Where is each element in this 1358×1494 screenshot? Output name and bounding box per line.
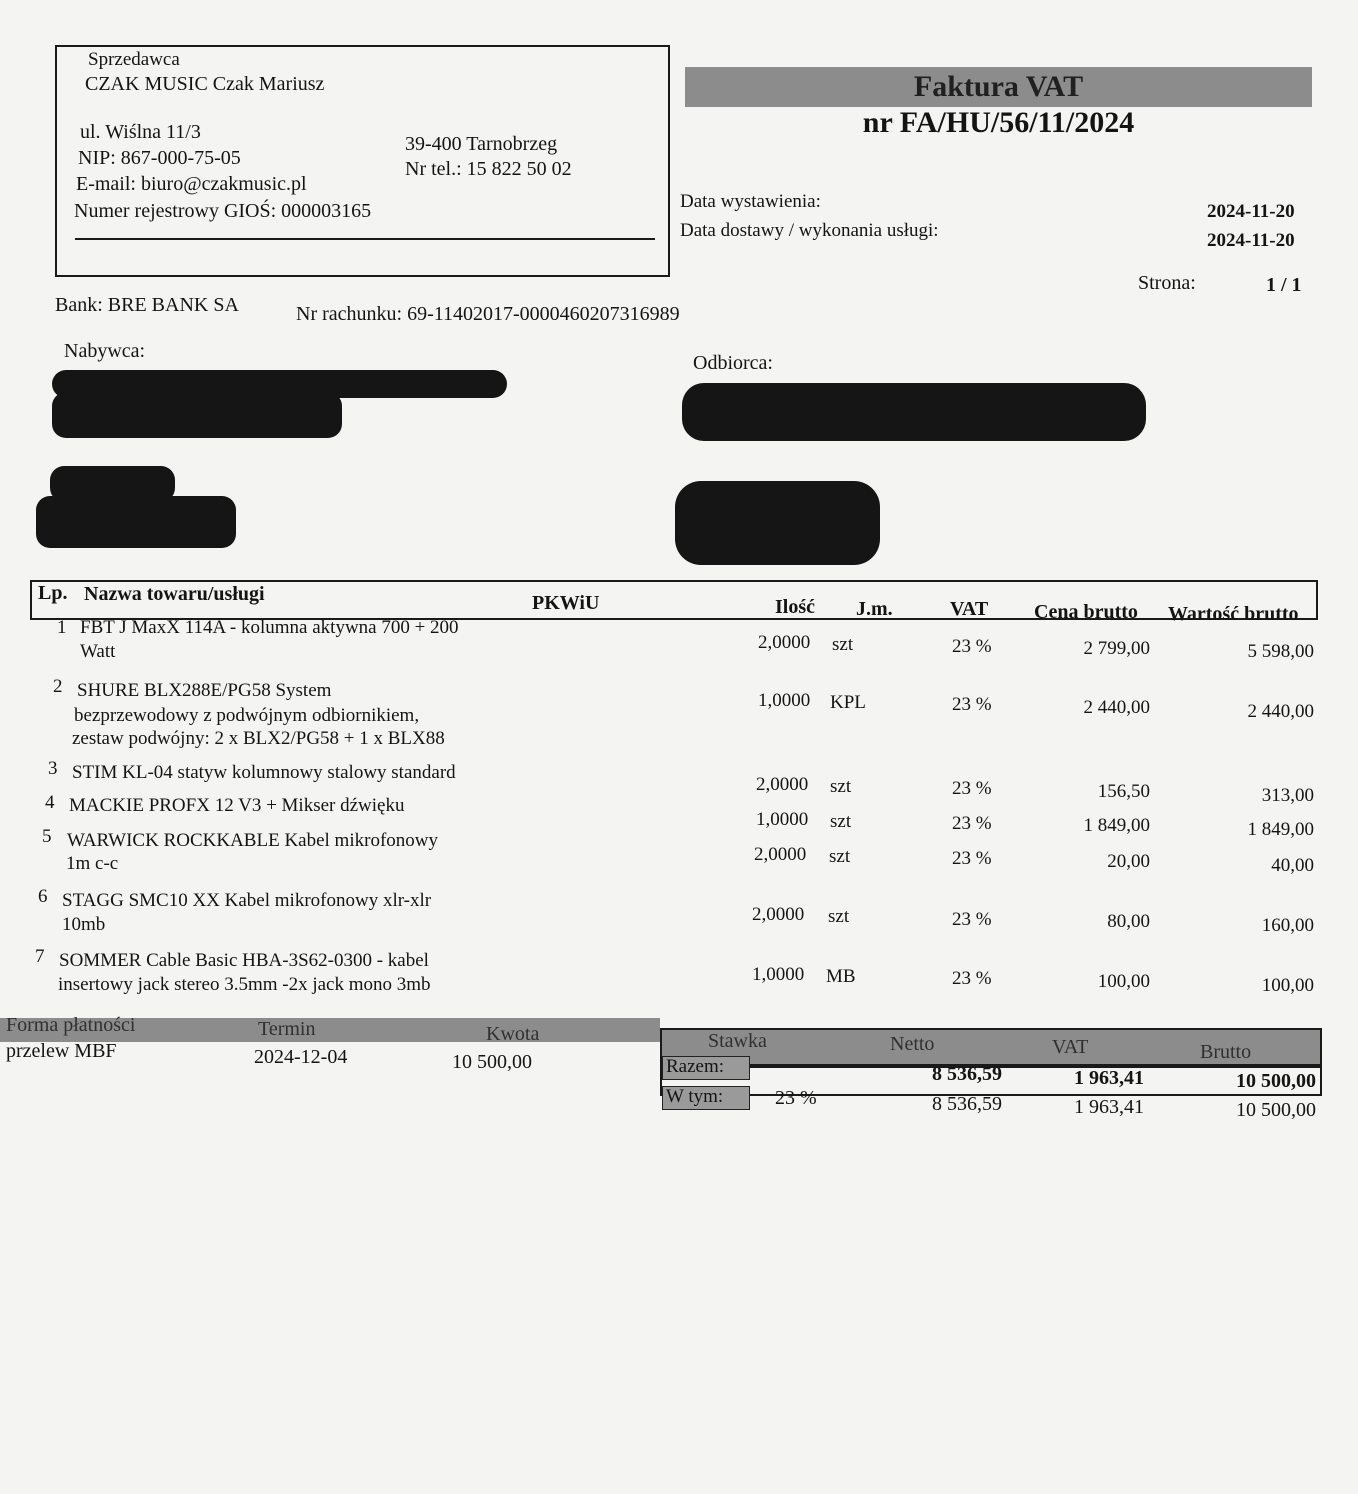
item-unit: KPL — [830, 692, 866, 713]
item-lp: 7 — [35, 946, 45, 967]
item-qty: 2,0000 — [758, 632, 811, 653]
item-price: 80,00 — [1107, 911, 1150, 932]
summary-total-gross: 10 500,00 — [1236, 1070, 1316, 1092]
item-qty: 1,0000 — [752, 964, 805, 985]
item-name-line1: MACKIE PROFX 12 V3 + Mikser dźwięku — [69, 795, 405, 816]
item-name-line2: insertowy jack stereo 3.5mm -2x jack mono 3mb — [58, 974, 431, 995]
item-value: 40,00 — [1271, 855, 1314, 876]
redaction — [675, 481, 880, 565]
page-label: Strona: — [1138, 272, 1196, 294]
item-name-line1: SOMMER Cable Basic HBA-3S62-0300 - kabel — [59, 950, 429, 971]
item-name-line2: Watt — [80, 641, 116, 662]
item-name-line1: SHURE BLX288E/PG58 System — [77, 680, 332, 701]
item-name-line1: WARWICK ROCKKABLE Kabel mikrofonowy — [67, 830, 438, 851]
item-price: 2 799,00 — [1083, 638, 1150, 659]
item-lp: 2 — [53, 676, 63, 697]
item-name-line2: 10mb — [62, 914, 106, 935]
col-pkwiu: PKWiU — [532, 592, 600, 614]
seller-nip: NIP: 867-000-75-05 — [78, 147, 241, 169]
buyer-label: Nabywca: — [64, 340, 146, 362]
col-unit: J.m. — [856, 598, 893, 620]
bank-name: Bank: BRE BANK SA — [55, 294, 239, 316]
item-vat: 23 % — [952, 778, 992, 799]
item-price: 156,50 — [1097, 781, 1150, 802]
summary-incl-vat: 1 963,41 — [1074, 1096, 1144, 1118]
item-lp: 5 — [42, 826, 52, 847]
seller-divider — [75, 238, 655, 240]
item-lp: 1 — [57, 617, 67, 638]
item-name-line1: STAGG SMC10 XX Kabel mikrofonowy xlr-xlr — [62, 890, 432, 911]
seller-city: 39-400 Tarnobrzeg — [405, 133, 558, 155]
item-value: 100,00 — [1261, 975, 1314, 996]
recipient-label: Odbiorca: — [693, 352, 773, 374]
redaction — [682, 383, 1146, 441]
item-vat: 23 % — [952, 694, 992, 715]
item-price: 1 849,00 — [1083, 815, 1150, 836]
page-value: 1 / 1 — [1266, 274, 1302, 296]
item-unit: MB — [826, 966, 856, 987]
item-qty: 1,0000 — [756, 809, 809, 830]
item-vat: 23 % — [952, 968, 992, 989]
summary-incl-label: W tym: — [666, 1086, 724, 1107]
item-vat: 23 % — [952, 636, 992, 657]
issue-date-label: Data wystawienia: — [680, 191, 821, 212]
item-name-line2: bezprzewodowy z podwójnym odbiornikiem, — [74, 705, 420, 726]
item-unit: szt — [830, 811, 852, 832]
item-value: 5 598,00 — [1247, 641, 1314, 662]
item-lp: 3 — [48, 758, 58, 779]
item-value: 1 849,00 — [1247, 819, 1314, 840]
item-qty: 2,0000 — [752, 904, 805, 925]
item-value: 160,00 — [1261, 915, 1314, 936]
summary-incl-net: 8 536,59 — [932, 1093, 1002, 1115]
delivery-date: 2024-11-20 — [1207, 230, 1295, 251]
summary-total-vat: 1 963,41 — [1074, 1067, 1144, 1089]
item-qty: 2,0000 — [756, 774, 809, 795]
bank-account: Nr rachunku: 69-11402017-0000460207316989 — [296, 303, 680, 325]
seller-label: Sprzedawca — [88, 49, 180, 70]
item-value: 2 440,00 — [1247, 701, 1314, 722]
col-qty: Ilość — [775, 596, 815, 618]
summary-total-net: 8 536,59 — [932, 1063, 1002, 1085]
payment-form-label: Forma płatności — [6, 1014, 136, 1036]
item-unit: szt — [828, 906, 850, 927]
item-value: 313,00 — [1261, 785, 1314, 806]
payment-form: przelew MBF — [6, 1040, 117, 1062]
summary-gross-label: Brutto — [1200, 1041, 1252, 1063]
summary-net-label: Netto — [890, 1033, 935, 1055]
item-name-line1: STIM KL-04 statyw kolumnowy stalowy standard — [72, 762, 456, 783]
item-name-line1: FBT J MaxX 114A - kolumna aktywna 700 + 200 — [80, 617, 459, 638]
seller-street: ul. Wiślna 11/3 — [80, 121, 201, 143]
item-price: 2 440,00 — [1083, 697, 1150, 718]
item-price: 100,00 — [1097, 971, 1150, 992]
payment-amount-label: Kwota — [486, 1023, 540, 1045]
item-price: 20,00 — [1107, 851, 1150, 872]
delivery-date-label: Data dostawy / wykonania usługi: — [680, 220, 939, 241]
payment-term: 2024-12-04 — [254, 1046, 348, 1068]
item-name-line2: 1m c-c — [66, 853, 119, 874]
col-price: Cena brutto — [1034, 601, 1138, 623]
payment-term-label: Termin — [258, 1018, 316, 1040]
invoice-number: nr FA/HU/56/11/2024 — [862, 106, 1135, 139]
summary-vat-label: VAT — [1052, 1036, 1089, 1058]
summary-incl-rate: 23 % — [775, 1087, 817, 1109]
seller-email: E-mail: biuro@czakmusic.pl — [76, 173, 307, 195]
payment-amount: 10 500,00 — [452, 1051, 532, 1073]
redaction — [52, 392, 342, 438]
seller-name: CZAK MUSIC Czak Mariusz — [85, 73, 325, 95]
col-lp: Lp. — [38, 582, 68, 604]
item-lp: 4 — [45, 792, 55, 813]
summary-rate-label: Stawka — [708, 1030, 767, 1052]
redaction — [36, 496, 236, 548]
summary-total-label: Razem: — [666, 1056, 725, 1077]
item-unit: szt — [830, 776, 852, 797]
col-name: Nazwa towaru/usługi — [84, 583, 265, 605]
col-value: Wartość brutto — [1168, 603, 1299, 625]
seller-phone: Nr tel.: 15 822 50 02 — [405, 158, 572, 180]
item-vat: 23 % — [952, 848, 992, 869]
issue-date: 2024-11-20 — [1207, 201, 1295, 222]
document-type: Faktura VAT — [685, 67, 1312, 107]
col-vat: VAT — [950, 598, 989, 620]
seller-gios: Numer rejestrowy GIOŚ: 000003165 — [74, 200, 372, 222]
summary-incl-gross: 10 500,00 — [1236, 1099, 1316, 1121]
item-unit: szt — [832, 634, 854, 655]
item-vat: 23 % — [952, 909, 992, 930]
item-qty: 2,0000 — [754, 844, 807, 865]
item-unit: szt — [829, 846, 851, 867]
item-qty: 1,0000 — [758, 690, 811, 711]
item-lp: 6 — [38, 886, 48, 907]
item-vat: 23 % — [952, 813, 992, 834]
item-name-line3: zestaw podwójny: 2 x BLX2/PG58 + 1 x BLX88 — [72, 728, 445, 749]
